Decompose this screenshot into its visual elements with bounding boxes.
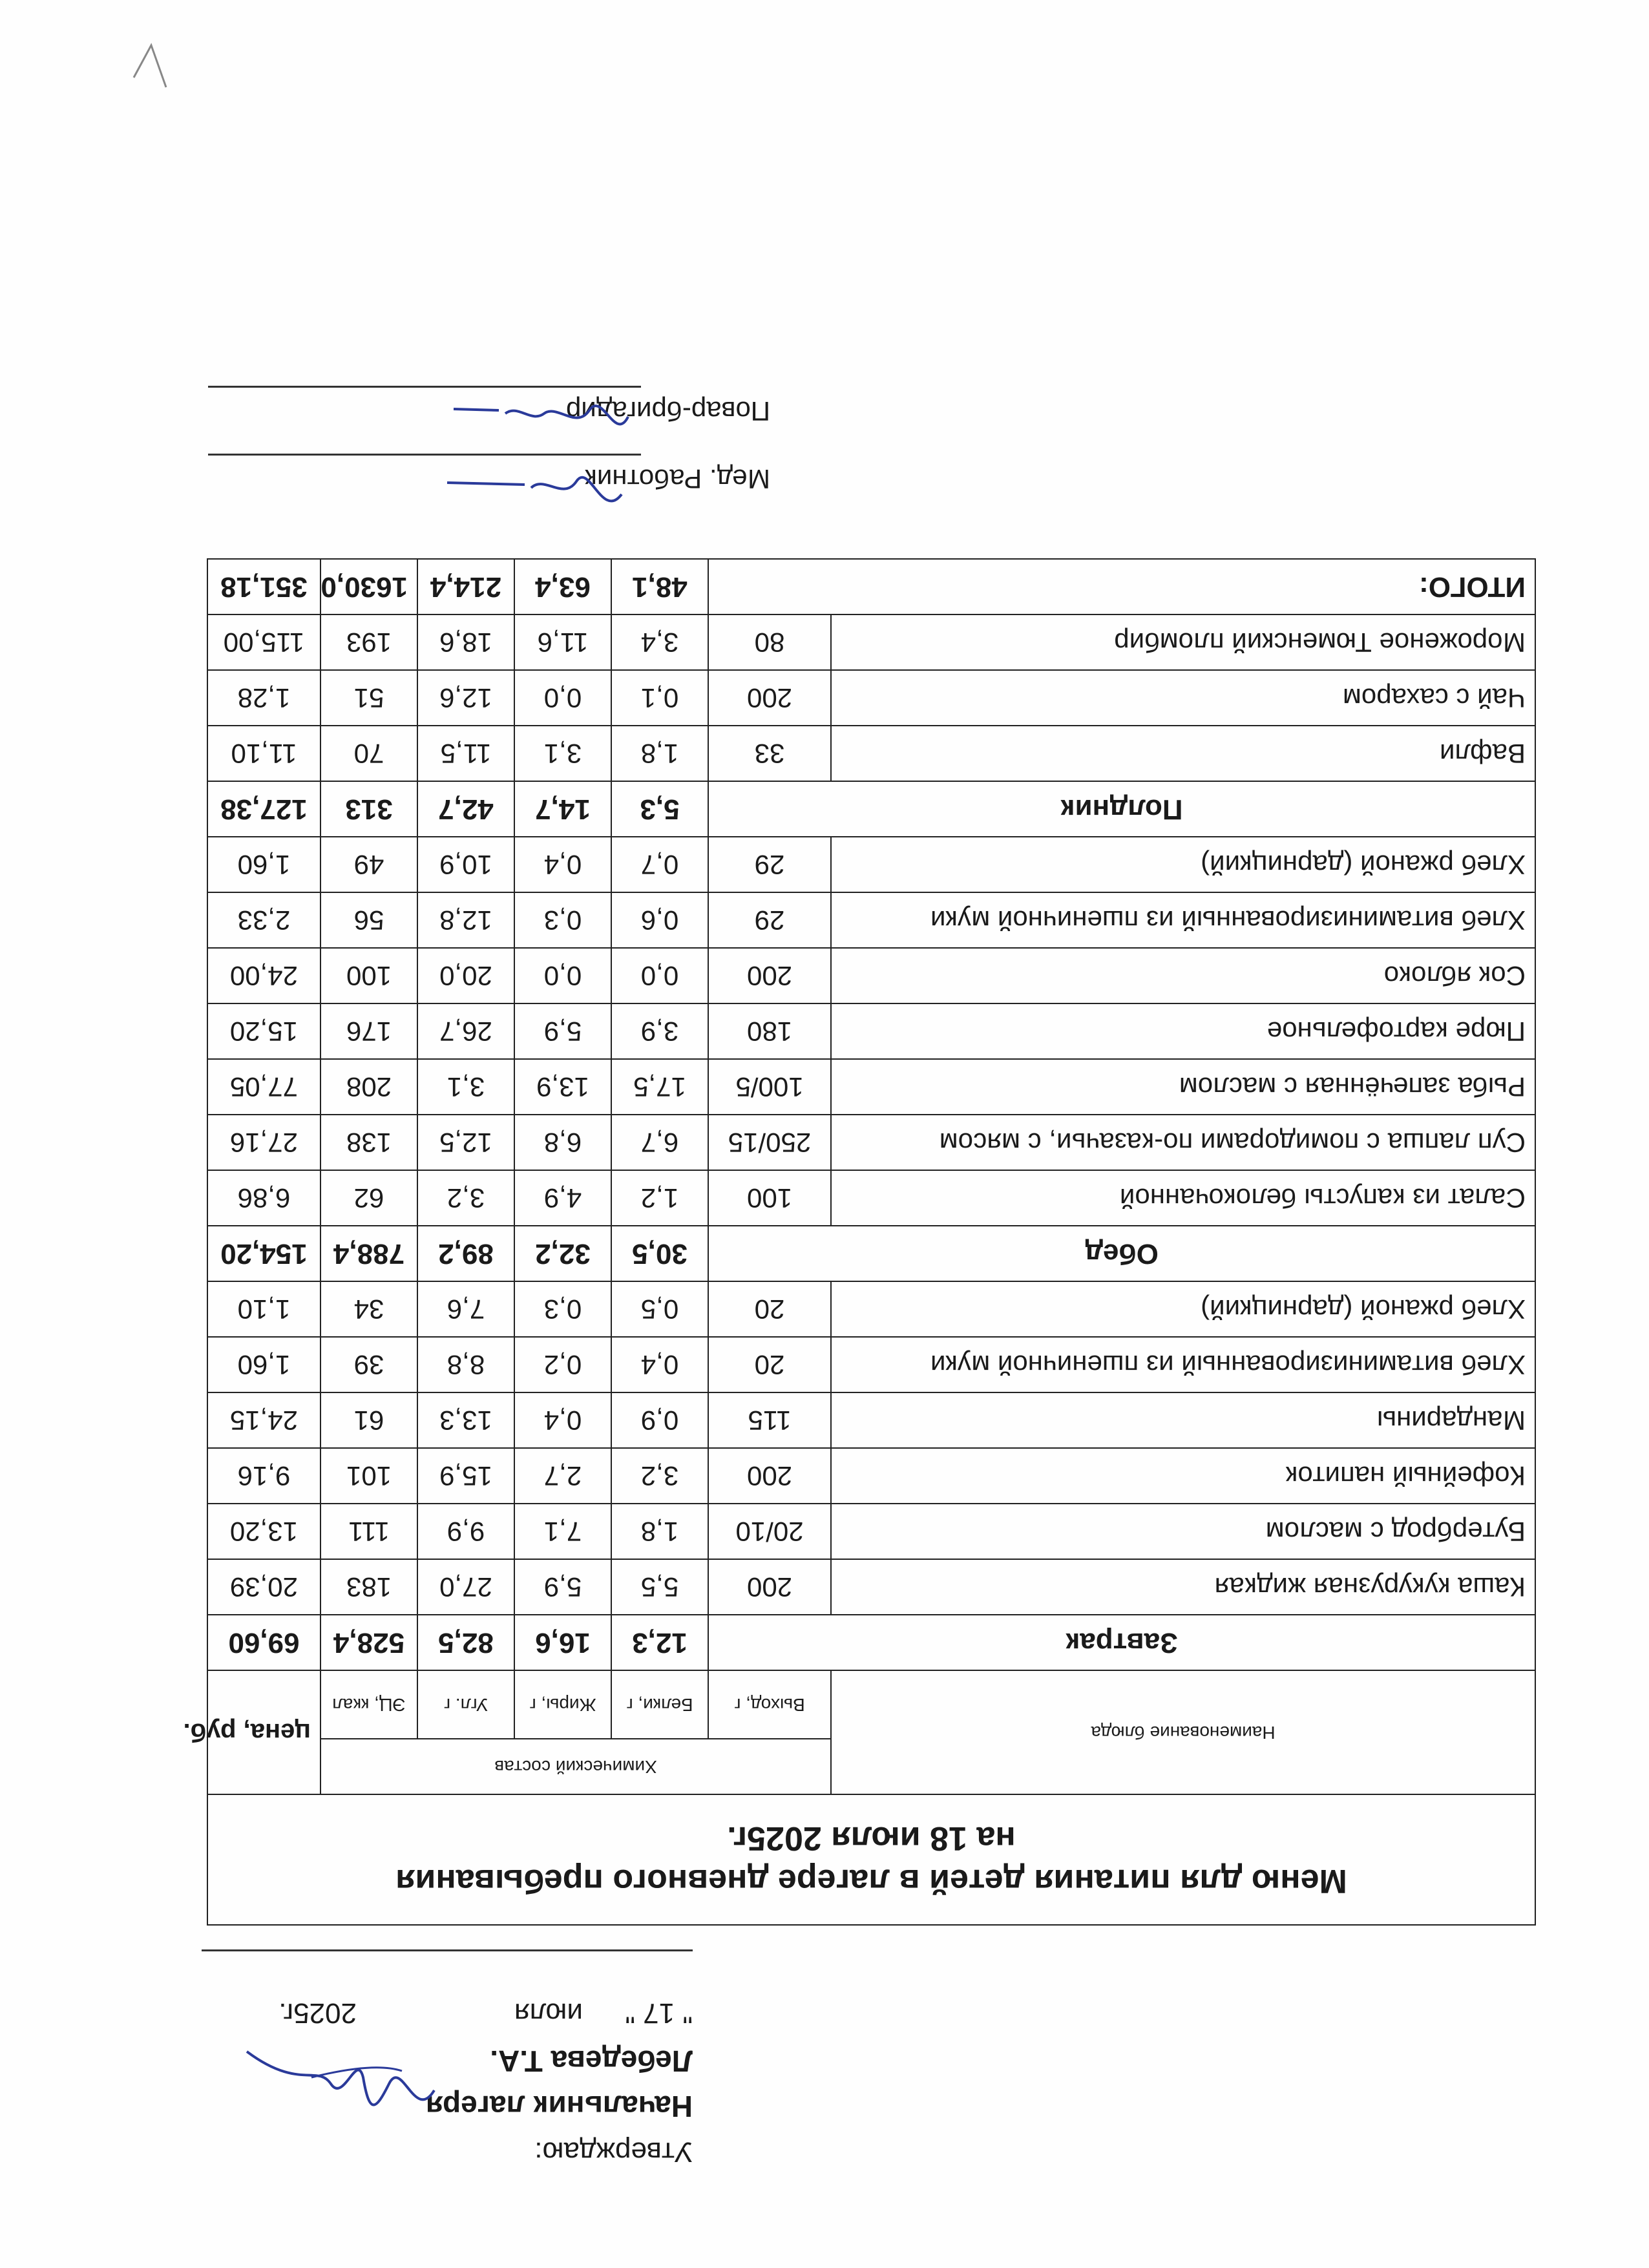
- section-total-value: 30,5: [611, 1226, 708, 1281]
- dish-yield: 20: [708, 1281, 831, 1337]
- section-total-value: 69,60: [207, 1615, 320, 1670]
- dish-fat: 5,9: [514, 1559, 611, 1615]
- menu-title: [207, 1794, 1535, 1925]
- header-dish: Наименование блюда: [831, 1670, 1535, 1794]
- table-row: [207, 837, 1535, 892]
- section-row: [207, 1615, 1535, 1670]
- dish-name: Чай с сахаром: [831, 670, 1535, 726]
- dish-carb: 8,8: [417, 1337, 514, 1392]
- dish-protein: 0,1: [611, 670, 708, 726]
- dish-energy: 111: [320, 1504, 417, 1559]
- table-row: [207, 1115, 1535, 1170]
- dish-name: Хлеб витаминизированный из пшеничной муки: [831, 1337, 1535, 1392]
- section-total-value: 788,4: [320, 1226, 417, 1281]
- dish-price: 24,15: [207, 1392, 320, 1448]
- dish-fat: 0,0: [514, 670, 611, 726]
- dish-name: Рыба запечённая с маслом: [831, 1059, 1535, 1115]
- dish-price: 27,16: [207, 1115, 320, 1170]
- dish-protein: 0,4: [611, 1337, 708, 1392]
- dish-energy: 183: [320, 1559, 417, 1615]
- dish-carb: 11,5: [417, 726, 514, 781]
- dish-fat: 0,3: [514, 892, 611, 948]
- dish-protein: 1,8: [611, 726, 708, 781]
- dish-energy: 49: [320, 837, 417, 892]
- approver-name: Лебедева Т.А.: [490, 2044, 693, 2078]
- dish-energy: 56: [320, 892, 417, 948]
- section-row: [207, 1226, 1535, 1281]
- dish-protein: 17,5: [611, 1059, 708, 1115]
- approve-label: Утверждаю:: [534, 2136, 693, 2168]
- dish-price: 115,00: [207, 614, 320, 670]
- dish-name: Каша кукурузная жидкая: [831, 1559, 1535, 1615]
- dish-protein: 6,7: [611, 1115, 708, 1170]
- dish-price: 6,86: [207, 1170, 320, 1226]
- dish-yield: 200: [708, 670, 831, 726]
- approval-date-day: " 17 ": [625, 1997, 693, 2029]
- total-label: ИТОГО:: [708, 559, 1535, 614]
- check-mark-icon: [131, 39, 169, 90]
- dish-fat: 4,9: [514, 1170, 611, 1226]
- dish-protein: 0,7: [611, 837, 708, 892]
- dish-yield: 29: [708, 837, 831, 892]
- menu-title-line2: на 18 июля 2025г.: [727, 1820, 1016, 1857]
- section-name: Завтрак: [708, 1615, 1535, 1670]
- dish-energy: 70: [320, 726, 417, 781]
- table-row: [207, 614, 1535, 670]
- section-row: [207, 781, 1535, 837]
- dish-yield: 200: [708, 1448, 831, 1504]
- dish-fat: 2,7: [514, 1448, 611, 1504]
- total-value: 214,4: [417, 559, 514, 614]
- table-row: [207, 670, 1535, 726]
- section-total-value: 313: [320, 781, 417, 837]
- dish-price: 77,05: [207, 1059, 320, 1115]
- dish-carb: 12,5: [417, 1115, 514, 1170]
- cook-signature-icon: [447, 378, 641, 449]
- dish-protein: 0,5: [611, 1281, 708, 1337]
- table-row: [207, 1337, 1535, 1392]
- dish-carb: 13,3: [417, 1392, 514, 1448]
- table-row: [207, 1003, 1535, 1059]
- section-total-value: 82,5: [417, 1615, 514, 1670]
- dish-name: Салат из капусты белокочанной: [831, 1170, 1535, 1226]
- dish-yield: 100/5: [708, 1059, 831, 1115]
- header-yield: Выход, г: [708, 1670, 831, 1739]
- section-name: Полдник: [708, 781, 1535, 837]
- section-name: Обед: [708, 1226, 1535, 1281]
- dish-carb: 10,9: [417, 837, 514, 892]
- head-signature-icon: [240, 2039, 441, 2129]
- dish-fat: 5,9: [514, 1003, 611, 1059]
- dish-carb: 12,6: [417, 670, 514, 726]
- dish-yield: 115: [708, 1392, 831, 1448]
- section-total-value: 14,7: [514, 781, 611, 837]
- dish-carb: 7,6: [417, 1281, 514, 1337]
- dish-yield: 250/15: [708, 1115, 831, 1170]
- dish-price: 1,10: [207, 1281, 320, 1337]
- dish-protein: 0,6: [611, 892, 708, 948]
- dish-fat: 0,2: [514, 1337, 611, 1392]
- approval-date: [202, 1987, 693, 2039]
- dish-energy: 61: [320, 1392, 417, 1448]
- table-row: [207, 1448, 1535, 1504]
- dish-yield: 180: [708, 1003, 831, 1059]
- dish-energy: 51: [320, 670, 417, 726]
- dish-yield: 200: [708, 1559, 831, 1615]
- total-value: 48,1: [611, 559, 708, 614]
- dish-energy: 39: [320, 1337, 417, 1392]
- dish-energy: 100: [320, 948, 417, 1003]
- dish-carb: 12,8: [417, 892, 514, 948]
- header-price: цена, руб.: [207, 1670, 320, 1794]
- dish-name: Мандарины: [831, 1392, 1535, 1448]
- approval-date-year: 2025г.: [278, 1997, 357, 2029]
- dish-carb: 3,1: [417, 1059, 514, 1115]
- dish-price: 13,20: [207, 1504, 320, 1559]
- dish-carb: 9,9: [417, 1504, 514, 1559]
- approval-rule: [202, 1949, 693, 1951]
- dish-energy: 176: [320, 1003, 417, 1059]
- dish-fat: 7,1: [514, 1504, 611, 1559]
- dish-price: 1,60: [207, 837, 320, 892]
- dish-energy: 62: [320, 1170, 417, 1226]
- dish-protein: 1,8: [611, 1504, 708, 1559]
- dish-price: 1,28: [207, 670, 320, 726]
- menu-table: [183, 558, 1536, 1926]
- dish-protein: 3,4: [611, 614, 708, 670]
- dish-name: Хлеб ржаной (дарницкий): [831, 837, 1535, 892]
- menu-title-line1: Меню для питания детей в лагере дневного пребывания: [395, 1862, 1347, 1900]
- dish-carb: 3,2: [417, 1170, 514, 1226]
- table-row: [207, 1059, 1535, 1115]
- header-carb: Угл. г: [417, 1670, 514, 1739]
- table-row: [207, 1170, 1535, 1226]
- table-row: [207, 726, 1535, 781]
- dish-price: 15,20: [207, 1003, 320, 1059]
- approver-position: Начальник лагеря: [425, 2090, 693, 2123]
- dish-price: 9,16: [207, 1448, 320, 1504]
- dish-name: Кофейный напиток: [831, 1448, 1535, 1504]
- section-total-value: 42,7: [417, 781, 514, 837]
- dish-protein: 5,5: [611, 1559, 708, 1615]
- table-row: [207, 1559, 1535, 1615]
- header-chem: Химический состав: [320, 1739, 831, 1794]
- section-total-value: 5,3: [611, 781, 708, 837]
- dish-carb: 26,7: [417, 1003, 514, 1059]
- dish-carb: 27,0: [417, 1559, 514, 1615]
- section-total-value: 32,2: [514, 1226, 611, 1281]
- dish-protein: 1,2: [611, 1170, 708, 1226]
- total-value: 351,18: [207, 559, 320, 614]
- header-energy: ЭЦ, ккал: [320, 1670, 417, 1739]
- dish-name: Бутерброд с маслом: [831, 1504, 1535, 1559]
- dish-price: 11,10: [207, 726, 320, 781]
- signature-med-label: Мед. Работник: [585, 464, 770, 494]
- section-total-value: 127,38: [207, 781, 320, 837]
- dish-fat: 11,6: [514, 614, 611, 670]
- table-row: [207, 1392, 1535, 1448]
- dish-protein: 0,9: [611, 1392, 708, 1448]
- table-row: [207, 1504, 1535, 1559]
- dish-carb: 15,9: [417, 1448, 514, 1504]
- section-total-value: 154,20: [207, 1226, 320, 1281]
- dish-yield: 20: [708, 1337, 831, 1392]
- dish-protein: 3,2: [611, 1448, 708, 1504]
- dish-name: Сок яблоко: [831, 948, 1535, 1003]
- dish-price: 20,39: [207, 1559, 320, 1615]
- header-protein: Белки, г: [611, 1670, 708, 1739]
- section-total-value: 16,6: [514, 1615, 611, 1670]
- table-row: [207, 1281, 1535, 1337]
- dish-yield: 33: [708, 726, 831, 781]
- dish-fat: 0,4: [514, 1392, 611, 1448]
- section-total-value: 89,2: [417, 1226, 514, 1281]
- dish-carb: 18,6: [417, 614, 514, 670]
- dish-yield: 200: [708, 948, 831, 1003]
- signature-cook-label: Повар-бригадир: [565, 396, 770, 426]
- dish-name: Вафли: [831, 726, 1535, 781]
- dish-energy: 138: [320, 1115, 417, 1170]
- dish-price: 2,33: [207, 892, 320, 948]
- table-row: [207, 892, 1535, 948]
- dish-yield: 20/10: [708, 1504, 831, 1559]
- dish-yield: 100: [708, 1170, 831, 1226]
- dish-fat: 13,9: [514, 1059, 611, 1115]
- section-total-value: 528,4: [320, 1615, 417, 1670]
- dish-price: 1,60: [207, 1337, 320, 1392]
- total-value: 1630,0: [320, 559, 417, 614]
- total-row: [207, 559, 1535, 614]
- dish-fat: 0,4: [514, 837, 611, 892]
- dish-fat: 0,0: [514, 948, 611, 1003]
- dish-protein: 0,0: [611, 948, 708, 1003]
- dish-name: Мороженое Тюменский пломбир: [831, 614, 1535, 670]
- dish-fat: 3,1: [514, 726, 611, 781]
- dish-name: Хлеб витаминизированный из пшеничной муки: [831, 892, 1535, 948]
- dish-fat: 6,8: [514, 1115, 611, 1170]
- dish-yield: 80: [708, 614, 831, 670]
- total-value: 63,4: [514, 559, 611, 614]
- dish-name: Суп лапша с помидорами по-казачьи, с мясом: [831, 1115, 1535, 1170]
- section-total-value: 12,3: [611, 1615, 708, 1670]
- dish-name: Хлеб ржаной (дарницкий): [831, 1281, 1535, 1337]
- dish-fat: 0,3: [514, 1281, 611, 1337]
- dish-name: Пюре картофельное: [831, 1003, 1535, 1059]
- header-fat: Жиры, г: [514, 1670, 611, 1739]
- dish-protein: 3,9: [611, 1003, 708, 1059]
- med-signature-icon: [441, 449, 635, 520]
- dish-energy: 34: [320, 1281, 417, 1337]
- dish-price: 24,00: [207, 948, 320, 1003]
- approval-date-month: июля: [514, 1997, 583, 2029]
- dish-energy: 101: [320, 1448, 417, 1504]
- dish-carb: 20,0: [417, 948, 514, 1003]
- dish-energy: 193: [320, 614, 417, 670]
- dish-energy: 208: [320, 1059, 417, 1115]
- table-row: [207, 948, 1535, 1003]
- dish-yield: 29: [708, 892, 831, 948]
